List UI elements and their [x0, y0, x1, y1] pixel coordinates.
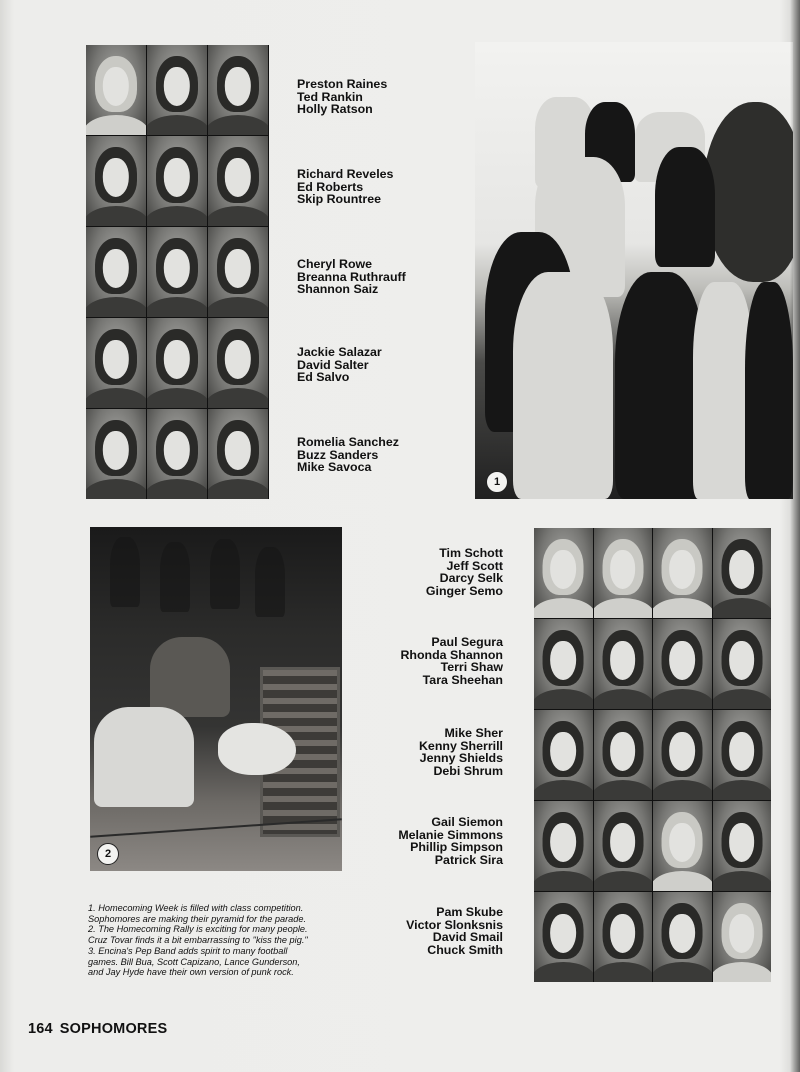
caption-line: 2. The Homecoming Rally is exciting for many people. — [88, 924, 308, 935]
student-portrait — [208, 318, 268, 408]
student-name: Debi Shrum — [433, 763, 503, 778]
student-portrait — [713, 801, 772, 891]
student-name: Cheryl Rowe — [297, 257, 373, 271]
student-name: Tim Schott — [439, 546, 503, 560]
page-folio — [28, 1021, 174, 1037]
student-portrait — [594, 619, 653, 709]
name-block-left-3 — [297, 258, 406, 296]
student-name: Darcy Selk — [439, 571, 503, 586]
caption-line: Sophomores are making their pyramid for the parade. — [88, 913, 307, 924]
student-name: Mike Sher — [444, 726, 503, 740]
student-portrait — [653, 710, 712, 800]
student-portrait — [208, 227, 268, 317]
tree-shape — [703, 102, 793, 282]
student-portrait — [653, 892, 712, 982]
student-name: Kenny Sherrill — [418, 738, 503, 753]
right-portrait-grid — [534, 528, 771, 982]
student-portrait — [86, 409, 146, 499]
student-portrait — [713, 619, 772, 709]
name-block-left-4 — [297, 346, 382, 384]
student-portrait — [208, 45, 268, 135]
student-name: Jenny Shields — [419, 751, 503, 766]
student-name: Tara Sheehan — [422, 672, 503, 687]
student-name: Buzz Sanders — [297, 447, 379, 462]
student-name: Victor Slonksnis — [406, 917, 503, 932]
student-portrait — [86, 45, 146, 135]
name-block-left-1 — [297, 78, 387, 116]
student-portrait — [594, 801, 653, 891]
student-portrait — [713, 892, 772, 982]
caption-line: and Jay Hyde have their own version of punk rock. — [88, 967, 294, 978]
photo-number-badge: 2 — [97, 843, 119, 865]
student-portrait — [147, 227, 207, 317]
student-portrait — [534, 528, 593, 618]
student-portrait — [86, 318, 146, 408]
student-name: Jeff Scott — [446, 558, 503, 573]
student-portrait — [594, 892, 653, 982]
caption-line: 1. Homecoming Week is filled with class competition. — [88, 903, 304, 913]
student-name: Chuck Smith — [427, 942, 503, 957]
student-portrait — [86, 227, 146, 317]
student-name: Terri Shaw — [440, 660, 503, 675]
page-number: 164 — [28, 1021, 53, 1037]
student-portrait — [147, 409, 207, 499]
student-portrait — [208, 409, 268, 499]
student-name: Romelia Sanchez — [297, 435, 399, 449]
student-name: Gail Siemon — [431, 815, 503, 829]
caption-line: 3. Encina's Pep Band adds spirit to many football — [88, 945, 288, 956]
name-block-right-5 — [353, 906, 503, 956]
student-name: Paul Segura — [431, 635, 503, 649]
pyramid-photo — [475, 42, 793, 499]
student-portrait — [713, 528, 772, 618]
student-portrait — [86, 136, 146, 226]
student-portrait — [594, 528, 653, 618]
student-name: Ted Rankin — [297, 89, 363, 104]
student-portrait — [713, 710, 772, 800]
student-portrait — [594, 710, 653, 800]
student-name: Richard Reveles — [297, 167, 394, 181]
student-portrait — [653, 801, 712, 891]
student-name: Patrick Sira — [434, 852, 503, 867]
pig-shape — [218, 723, 296, 775]
student-portrait — [653, 528, 712, 618]
student-name: Ed Roberts — [297, 179, 364, 194]
name-block-right-2 — [353, 636, 503, 686]
student-name: David Smail — [432, 930, 503, 945]
student-portrait — [534, 892, 593, 982]
student-name: Skip Rountree — [297, 192, 381, 207]
section-title: SOPHOMORES — [59, 1021, 168, 1037]
student-portrait — [534, 801, 593, 891]
student-name: David Salter — [297, 357, 369, 372]
student-name: Ed Salvo — [297, 370, 350, 385]
student-portrait — [653, 619, 712, 709]
page-edge-shadow — [790, 0, 800, 1072]
student-name: Shannon Saiz — [297, 282, 379, 297]
student-portrait — [147, 318, 207, 408]
student-name: Jackie Salazar — [297, 345, 382, 359]
student-portrait — [534, 619, 593, 709]
student-portrait — [208, 136, 268, 226]
caption-line: Cruz Tovar finds it a bit embarrassing to "kiss the pig." — [88, 935, 308, 946]
name-block-right-4 — [353, 816, 503, 866]
student-name: Preston Raines — [297, 77, 388, 91]
name-block-right-1 — [353, 547, 503, 597]
student-name: Pam Skube — [436, 905, 503, 919]
photo-number-badge: 1 — [486, 471, 508, 493]
photo-caption — [88, 903, 344, 978]
student-portrait — [534, 710, 593, 800]
name-block-left-5 — [297, 436, 399, 474]
student-name: Ginger Semo — [425, 583, 503, 598]
student-portrait — [147, 45, 207, 135]
left-portrait-grid — [86, 45, 269, 499]
student-portrait — [147, 136, 207, 226]
student-name: Phillip Simpson — [410, 840, 503, 855]
pig-rally-photo — [90, 527, 342, 871]
caption-line: games. Bill Bua, Scott Capizano, Lance Gunderson, — [88, 956, 300, 967]
student-name: Mike Savoca — [297, 460, 372, 475]
student-name: Melanie Simmons — [398, 827, 503, 842]
student-name: Holly Ratson — [297, 102, 373, 117]
name-block-left-2 — [297, 168, 393, 206]
student-name: Rhonda Shannon — [400, 647, 503, 662]
name-block-right-3 — [353, 727, 503, 777]
student-name: Breanna Ruthrauff — [297, 269, 406, 284]
